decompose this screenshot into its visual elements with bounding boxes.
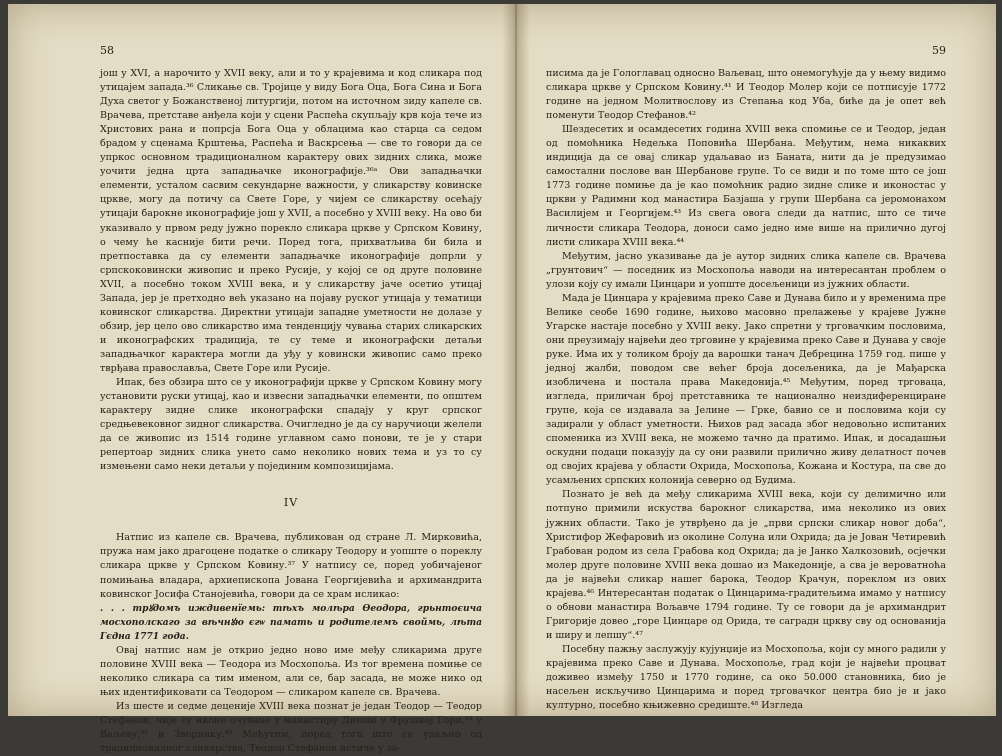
section-heading: IV — [283, 496, 299, 510]
paragraph: још у XVI, а нарочито у XVII веку, али и то у крајевима и код сликара под утицајем запада.³⁶ Сликање св. Тројице у виду Бога Оца, Бога Сина и Бога Духа светог у Божанственој литургији, потом на источном зиду капеле св. Врачева, претставе анђела који у сцени Распећа скупљају крв која тече из Христових рана и попрсја Бога Оца у облацима као старца са седом брадом у сценама Крштења, Распећа и Васкрсења — све то говори да се упркос основном традиционалном карактеру ових зидних слика, може уочити једна црта западњачке иконографије.³⁶ᵃ Ови западњачки елементи, усталом сасвим секундарне важности, у сликарству ковинске цркве, могу да потичу са Свете Горе, у чијем се сликарству осећају утицаји барокне иконографије још у XVII, а посебно у XVIII веку. На ово би указивало у првом реду јужно порекло сликара цркве у Српском Ковину, о чему ће касније бити речи. Поред тога, прихватљива би била и претпоставка да су елементи западњачке иконографије допрли у српскоковински живопис и преко Русије, у којој се од друге половине XVII, а посебно током XVIII века, и у сликарству јаче осетио утицај Запада, јер је претходно већ указано на појаву руског утицаја у тематици ковинског сликарства. Директни утицаји западне уметности не долазе у обзир, јер цело ово сликарство има тенденцију чувања старих сликарских и иконографских традиција, те су теме и иконографски детаљи западњачког карактера могли да уђу у ковински живопис само преко тврђава православља, Свете Горе или Русије. — [100, 68, 482, 374]
book-gutter — [502, 4, 530, 716]
paragraph: Из шесте и седме деценије XVIII века познат је један Теодор — Теодор Стефанов, чије су иконе очуване у манастиру Дивши у Фрушкој Гори,³⁸ у Ваљеву,³⁹ и Зворнику.⁴⁰ Међутим, поред тога што се удаљио од традиционалног сликарства, Теодор Стефанов истиче у за- — [100, 700, 482, 754]
paragraph: писима да је Гологлавац односно Ваљевац, што онемогућује да у њему видимо сликара цркве у Српском Ковину.⁴¹ И Теодор Молер који се потписује 1772 године на једном Молитвослову из Степања код Уба, биће да је опет већ поменути Теодор Стефанов.⁴² — [546, 68, 946, 122]
page-number-left: 58 — [100, 44, 114, 57]
paragraph: Овај натпис нам је открио једно ново име међу сликарима друге половине XVIII века — Теодора из Мосхопоља. Из тог времена помиње се неколико сликара са тим именом, али се, бар засада, не може нико од њих идентификовати са Теодором — сликаром капеле св. Врачева. — [100, 644, 482, 698]
paragraph: Посебну пажњу заслужују кујунџије из Мосхопоља, који су много радили у крајевима преко Саве и Дунава. Мосхопоље, град који је највећи процват доживео између 1750 и 1770 године, са око 50.000 становника, био је насељен искључиво Цинцарима и поред трговачког центра био је и јако културно, посебно књижевно средиште.⁴⁸ Изгледа — [546, 643, 946, 712]
book-spread — [8, 4, 996, 754]
right-page — [546, 44, 946, 713]
church-slavonic-inscription: . . . трꙋдомъ иждивенїемь: тѣхъ молѣра Өеодора, грьнтоєича мосхополскаго за вѣчнꙋю єгѡ памать и родителемъ своймь, лѣта Гєдна 1771 годa. — [100, 602, 482, 642]
paragraph: Ипак, без обзира што се у иконографији цркве у Српском Ковину могу установити руски утицај, као и извесни западњачки елементи, по општем карактеру зидне слике иконографски спадају у круг српског средњевековног зидног сликарства. Очигледно је да су наручиоци желели да се живопис из 1514 године углавном само понови, те је у стари репертоар зидних слика унето само неколико нових тема и уз то су измењени само неки детаљи у појединим композицијама. — [100, 377, 482, 473]
paragraph: Међутим, јасно указивање да је аутор зидних слика капеле св. Врачева „грунтович“ — поседник из Мосхопоља наводи на интересантан проблем о улози коју су имали Цинцари и уопште досељеници из јужних области. — [546, 250, 946, 290]
left-page — [100, 44, 482, 756]
paragraph: Натпис из капеле св. Врачева, публикован од стране Л. Мирковића, пружа нам јако драгоцене податке о сликару Теодору и уопште о пореклу сликара цркве у Српском Ковину.³⁷ У натпису се, поред уобичајеног помињања владара, архиепископа Јована Георгијевића и архимандрита ковинског Јосифа Станојевића, говори да се храм исликао: — [100, 532, 482, 600]
paragraph: Познато је већ да међу сликарима XVIII века, који су делимично или потпуно примили искуства барокног сликарства, има неколико из ових јужних области. Тако је утврђено да је „први српски сликар новог доба“, Христифор Жефаровић из околине Солуна или Охрида; да је Јован Четиревић Грабован родом из села Грабова код Охрида; да је Јанко Халкозовић, осјечки молер друге половине XVIII века дошао из Македоније, а сва је вероватноћа да је највећи сликар нашег барока, Теодор Крачун, пореклом из ових крајева.⁴⁶ Интересантан податак о Цинцарима-градитељима имамо у натпису о обнови манастира Вољавче 1794 године. Ту се говори да је архимандрит Григорије довео „горе Цинцаре од Орида, те саградн цркву сву од основанија и шиpу и лепшу“.⁴⁷ — [546, 489, 946, 641]
page-number-right: 59 — [932, 44, 946, 57]
paragraph: Мада је Цинцара у крајевима преко Саве и Дунава било и у временима пре Велике сеобе 1690 године, њихово масовно прелажење у крајеве Јужне Угарске настаје посебно у XVIII веку. Јако спретни у трговачким пословима, они преузимају највећи део трговине у крајевима преко Саве и Дунава у своје руке. Има их у толиком броју да варошки танач Дебрецина 1759 год. пише у једној жалби, поводом све већег броја досељеника, да је Мађарска изобличена и постала права Македонија.⁴⁵ Међутим, поред трговаца, изгледа, приличан број претставника те национално неиздиференциране групе, која се издавала за Јелине — Грке, бавио се и пословима који су задирали у област уметности. Њихов рад засада због недовољно испитаних споменика из XVIII века, не можемо тачно да пратимо. Ипак, и досадашњи оскудни подаци показују да су они развили прилично живу делатност почев од својих крајева у области Охрида, Мосхопоља, Кожана и Костура, па све до усамљених српских колонија северно од Будима. — [546, 292, 946, 487]
paragraph: Шездесетих и осамдесетих година XVIII века спомиње се и Теодор, један од помоћника Недељка Поповића Шербана. Међутим, нема никаквих индиција да се овај сликар удаљавао из Баната, нити да је предузимао самостални послове ван Шербанове групе. То се види и по томе што се још 1773 године помиње да је као помоћник радио зидне слике и иконостас у цркви у Радимни код манастира Базјаша у групи Шербана са јеромонахом Василијем и Георгијем.⁴³ Из свега овога следи да натпис, што се тиче личности сликара Теодора, доноси само једно име више на прилично дугој листи сликара XVIII века.⁴⁴ — [546, 124, 946, 248]
